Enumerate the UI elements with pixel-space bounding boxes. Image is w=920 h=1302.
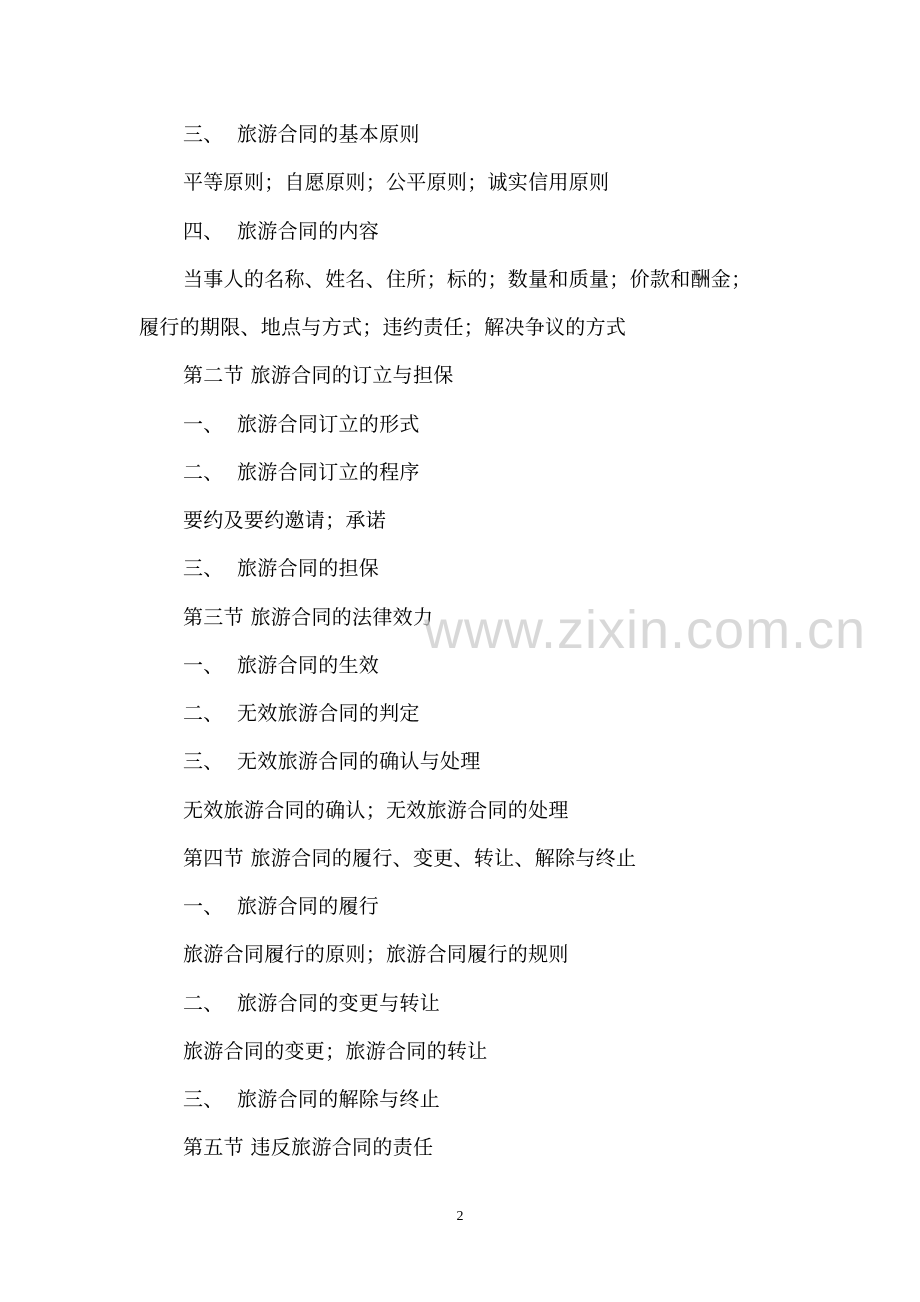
chapter-section-title: 第五节 违反旅游合同的责任 bbox=[183, 1135, 434, 1159]
heading-number: 二、 bbox=[183, 701, 224, 725]
heading-text: 无效旅游合同的判定 bbox=[237, 701, 420, 725]
watermark: www.zixin.com.cn bbox=[424, 600, 867, 660]
section-heading bbox=[183, 652, 379, 678]
heading-text: 旅游合同的内容 bbox=[237, 219, 380, 243]
chapter-section-title: 第二节 旅游合同的订立与担保 bbox=[183, 363, 454, 387]
paragraph-continuation: 履行的期限、地点与方式；违约责任；解决争议的方式 bbox=[139, 315, 627, 339]
heading-number: 三、 bbox=[183, 749, 224, 773]
heading-number: 三、 bbox=[183, 1087, 224, 1111]
paragraph: 旅游合同的变更；旅游合同的转让 bbox=[183, 1039, 488, 1063]
section-heading bbox=[183, 459, 420, 485]
heading-number: 四、 bbox=[183, 219, 224, 243]
paragraph: 平等原则；自愿原则；公平原则；诚实信用原则 bbox=[183, 170, 610, 194]
heading-text: 旅游合同的变更与转让 bbox=[237, 991, 440, 1015]
heading-number: 一、 bbox=[183, 412, 224, 436]
heading-text: 旅游合同的基本原则 bbox=[237, 122, 420, 146]
section-heading bbox=[183, 555, 379, 581]
section-heading bbox=[183, 893, 379, 919]
section-heading bbox=[183, 218, 379, 244]
page-number: 2 bbox=[456, 1209, 464, 1224]
heading-text: 旅游合同的履行 bbox=[237, 894, 380, 918]
heading-number: 二、 bbox=[183, 991, 224, 1015]
heading-text: 无效旅游合同的确认与处理 bbox=[237, 749, 481, 773]
heading-text: 旅游合同订立的程序 bbox=[237, 460, 420, 484]
heading-text: 旅游合同订立的形式 bbox=[237, 412, 420, 436]
paragraph: 无效旅游合同的确认；无效旅游合同的处理 bbox=[183, 798, 569, 822]
heading-text: 旅游合同的担保 bbox=[237, 556, 380, 580]
paragraph: 当事人的名称、姓名、住所；标的；数量和质量；价款和酬金； bbox=[183, 267, 752, 291]
heading-number: 三、 bbox=[183, 556, 224, 580]
heading-number: 一、 bbox=[183, 894, 224, 918]
section-heading bbox=[183, 1086, 440, 1112]
paragraph: 旅游合同履行的原则；旅游合同履行的规则 bbox=[183, 942, 569, 966]
heading-text: 旅游合同的生效 bbox=[237, 653, 380, 677]
heading-number: 二、 bbox=[183, 460, 224, 484]
heading-number: 三、 bbox=[183, 122, 224, 146]
section-heading bbox=[183, 700, 420, 726]
section-heading bbox=[183, 990, 440, 1016]
paragraph: 要约及要约邀请；承诺 bbox=[183, 508, 386, 532]
section-heading bbox=[183, 121, 420, 147]
section-heading bbox=[183, 748, 481, 774]
chapter-section-title: 第三节 旅游合同的法律效力 bbox=[183, 605, 434, 629]
chapter-section-title: 第四节 旅游合同的履行、变更、转让、解除与终止 bbox=[183, 846, 637, 870]
section-heading bbox=[183, 411, 420, 437]
heading-number: 一、 bbox=[183, 653, 224, 677]
heading-text: 旅游合同的解除与终止 bbox=[237, 1087, 440, 1111]
